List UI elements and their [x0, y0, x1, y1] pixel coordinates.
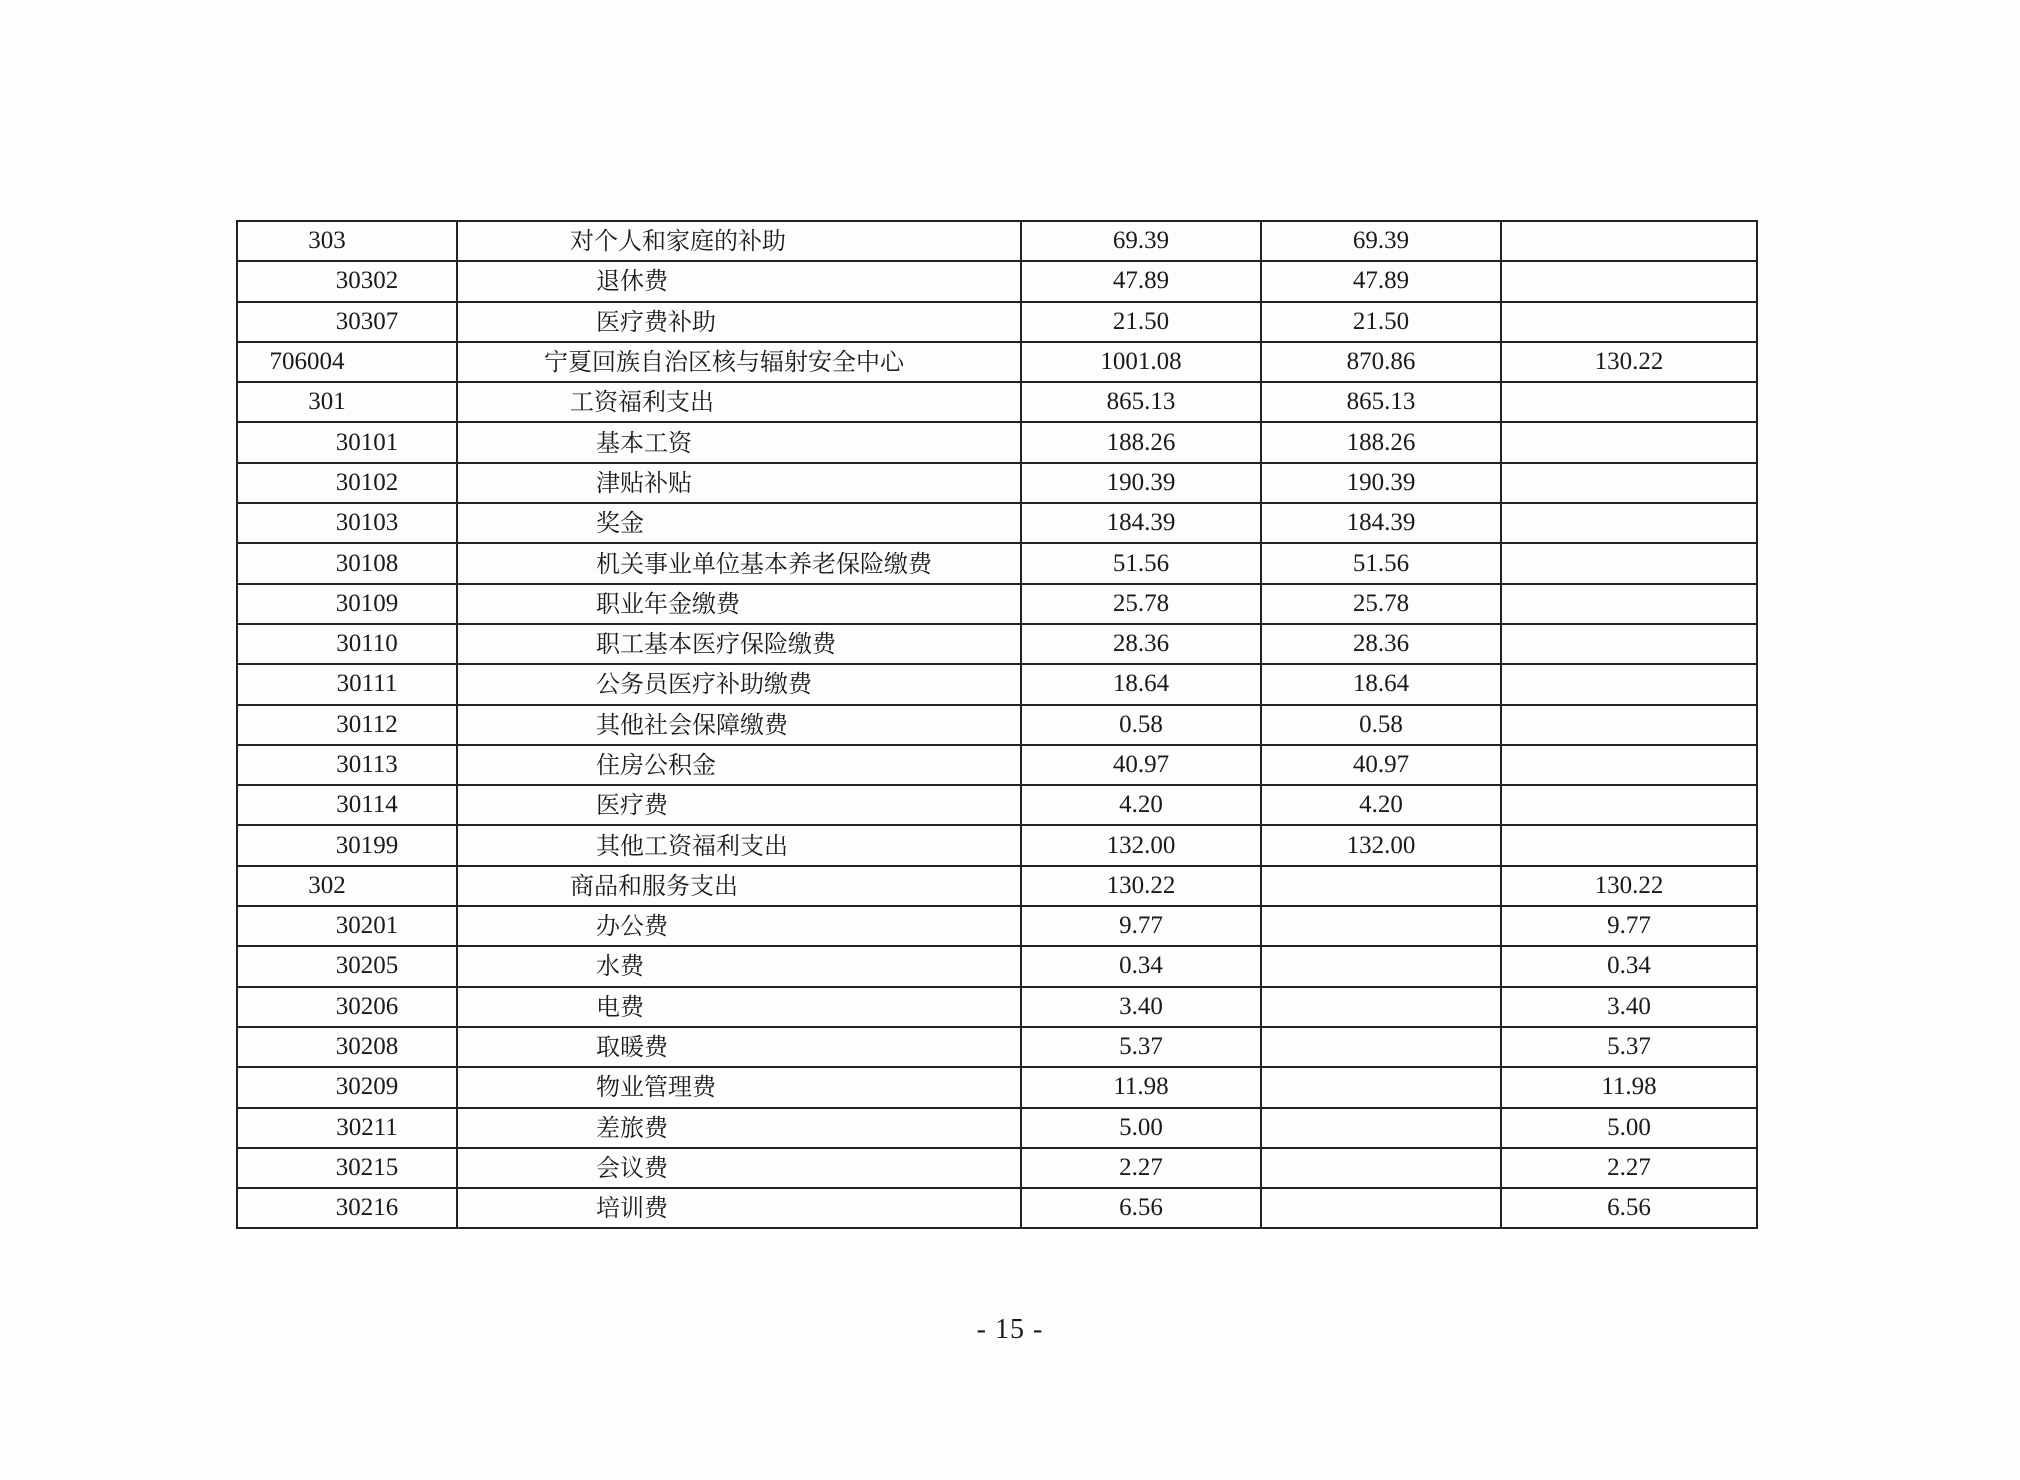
row-project-expenditure-cell — [1501, 705, 1757, 745]
row-project-expenditure-cell — [1501, 302, 1757, 342]
table-row — [237, 1027, 1757, 1067]
row-basic-expenditure-cell — [1261, 1188, 1501, 1228]
row-total-cell: 190.39 — [1021, 463, 1261, 503]
row-basic-expenditure-cell — [1261, 866, 1501, 906]
table-row — [237, 906, 1757, 946]
row-project-expenditure-cell — [1501, 825, 1757, 865]
row-basic-expenditure-cell: 47.89 — [1261, 261, 1501, 301]
row-project-expenditure-cell — [1501, 382, 1757, 422]
row-code-cell: 302 — [237, 866, 457, 906]
row-project-expenditure-cell — [1501, 584, 1757, 624]
row-project-expenditure-cell: 5.37 — [1501, 1027, 1757, 1067]
row-code-cell: 30112 — [237, 705, 457, 745]
row-code-cell: 30205 — [237, 946, 457, 986]
row-code-cell: 30114 — [237, 785, 457, 825]
row-project-expenditure-cell: 6.56 — [1501, 1188, 1757, 1228]
row-code-cell: 30209 — [237, 1067, 457, 1107]
row-name-cell: 培训费 — [457, 1188, 1021, 1228]
row-project-expenditure-cell — [1501, 664, 1757, 704]
row-total-cell: 0.58 — [1021, 705, 1261, 745]
row-name-cell: 奖金 — [457, 503, 1021, 543]
table-row — [237, 503, 1757, 543]
row-total-cell: 4.20 — [1021, 785, 1261, 825]
table-row — [237, 382, 1757, 422]
table-row — [237, 422, 1757, 462]
row-total-cell: 11.98 — [1021, 1067, 1261, 1107]
row-code-cell: 30201 — [237, 906, 457, 946]
row-project-expenditure-cell — [1501, 422, 1757, 462]
row-code-cell: 706004 — [237, 342, 457, 382]
row-project-expenditure-cell: 3.40 — [1501, 987, 1757, 1027]
row-code-cell: 30199 — [237, 825, 457, 865]
row-total-cell: 25.78 — [1021, 584, 1261, 624]
row-code-cell: 30111 — [237, 664, 457, 704]
table-row — [237, 664, 1757, 704]
table-row — [237, 624, 1757, 664]
row-name-cell: 医疗费 — [457, 785, 1021, 825]
row-name-cell: 其他社会保障缴费 — [457, 705, 1021, 745]
row-code-cell: 30208 — [237, 1027, 457, 1067]
row-basic-expenditure-cell: 0.58 — [1261, 705, 1501, 745]
page-number: - 15 - — [976, 1314, 1044, 1345]
row-basic-expenditure-cell — [1261, 1148, 1501, 1188]
row-name-cell: 工资福利支出 — [457, 382, 1021, 422]
table-row — [237, 1148, 1757, 1188]
row-project-expenditure-cell: 0.34 — [1501, 946, 1757, 986]
row-basic-expenditure-cell: 870.86 — [1261, 342, 1501, 382]
row-total-cell: 40.97 — [1021, 745, 1261, 785]
row-project-expenditure-cell — [1501, 785, 1757, 825]
row-project-expenditure-cell: 11.98 — [1501, 1067, 1757, 1107]
row-basic-expenditure-cell: 25.78 — [1261, 584, 1501, 624]
row-total-cell: 51.56 — [1021, 543, 1261, 583]
row-basic-expenditure-cell — [1261, 946, 1501, 986]
row-basic-expenditure-cell — [1261, 1108, 1501, 1148]
row-name-cell: 物业管理费 — [457, 1067, 1021, 1107]
row-basic-expenditure-cell: 40.97 — [1261, 745, 1501, 785]
row-project-expenditure-cell: 130.22 — [1501, 342, 1757, 382]
row-name-cell: 医疗费补助 — [457, 302, 1021, 342]
row-name-cell: 职工基本医疗保险缴费 — [457, 624, 1021, 664]
row-code-cell: 30113 — [237, 745, 457, 785]
row-basic-expenditure-cell: 21.50 — [1261, 302, 1501, 342]
table-row — [237, 946, 1757, 986]
table-row — [237, 584, 1757, 624]
row-code-cell: 30216 — [237, 1188, 457, 1228]
table-row — [237, 463, 1757, 503]
row-code-cell: 30307 — [237, 302, 457, 342]
row-total-cell: 130.22 — [1021, 866, 1261, 906]
row-basic-expenditure-cell — [1261, 1027, 1501, 1067]
row-name-cell: 机关事业单位基本养老保险缴费 — [457, 543, 1021, 583]
row-project-expenditure-cell: 9.77 — [1501, 906, 1757, 946]
table-row — [237, 785, 1757, 825]
row-name-cell: 宁夏回族自治区核与辐射安全中心 — [457, 342, 1021, 382]
row-project-expenditure-cell: 130.22 — [1501, 866, 1757, 906]
row-basic-expenditure-cell: 28.36 — [1261, 624, 1501, 664]
row-name-cell: 会议费 — [457, 1148, 1021, 1188]
row-basic-expenditure-cell: 51.56 — [1261, 543, 1501, 583]
row-total-cell: 3.40 — [1021, 987, 1261, 1027]
row-code-cell: 30109 — [237, 584, 457, 624]
row-name-cell: 职业年金缴费 — [457, 584, 1021, 624]
row-basic-expenditure-cell: 865.13 — [1261, 382, 1501, 422]
row-basic-expenditure-cell: 184.39 — [1261, 503, 1501, 543]
table-row — [237, 1067, 1757, 1107]
row-project-expenditure-cell — [1501, 624, 1757, 664]
row-code-cell: 30108 — [237, 543, 457, 583]
row-code-cell: 30101 — [237, 422, 457, 462]
row-name-cell: 退休费 — [457, 261, 1021, 301]
table-row — [237, 825, 1757, 865]
row-project-expenditure-cell: 5.00 — [1501, 1108, 1757, 1148]
row-total-cell: 184.39 — [1021, 503, 1261, 543]
row-name-cell: 电费 — [457, 987, 1021, 1027]
row-basic-expenditure-cell: 4.20 — [1261, 785, 1501, 825]
row-code-cell: 30302 — [237, 261, 457, 301]
row-code-cell: 30215 — [237, 1148, 457, 1188]
row-code-cell: 301 — [237, 382, 457, 422]
table-body — [237, 221, 1757, 1228]
row-name-cell: 取暖费 — [457, 1027, 1021, 1067]
row-project-expenditure-cell: 2.27 — [1501, 1148, 1757, 1188]
row-total-cell: 6.56 — [1021, 1188, 1261, 1228]
row-basic-expenditure-cell — [1261, 906, 1501, 946]
row-basic-expenditure-cell: 132.00 — [1261, 825, 1501, 865]
row-name-cell: 水费 — [457, 946, 1021, 986]
table-row — [237, 302, 1757, 342]
row-total-cell: 21.50 — [1021, 302, 1261, 342]
row-basic-expenditure-cell: 69.39 — [1261, 221, 1501, 261]
row-code-cell: 303 — [237, 221, 457, 261]
row-total-cell: 865.13 — [1021, 382, 1261, 422]
table-row — [237, 866, 1757, 906]
row-name-cell: 津贴补贴 — [457, 463, 1021, 503]
table-row — [237, 1108, 1757, 1148]
row-code-cell: 30206 — [237, 987, 457, 1027]
row-total-cell: 5.00 — [1021, 1108, 1261, 1148]
row-name-cell: 公务员医疗补助缴费 — [457, 664, 1021, 704]
row-code-cell: 30211 — [237, 1108, 457, 1148]
table-row — [237, 221, 1757, 261]
row-project-expenditure-cell — [1501, 543, 1757, 583]
row-total-cell: 69.39 — [1021, 221, 1261, 261]
row-total-cell: 47.89 — [1021, 261, 1261, 301]
table-row — [237, 745, 1757, 785]
table-row — [237, 705, 1757, 745]
row-project-expenditure-cell — [1501, 745, 1757, 785]
row-total-cell: 1001.08 — [1021, 342, 1261, 382]
table-row — [237, 1188, 1757, 1228]
table-row — [237, 342, 1757, 382]
row-basic-expenditure-cell: 18.64 — [1261, 664, 1501, 704]
row-name-cell: 住房公积金 — [457, 745, 1021, 785]
row-name-cell: 差旅费 — [457, 1108, 1021, 1148]
table-row — [237, 261, 1757, 301]
row-name-cell: 商品和服务支出 — [457, 866, 1021, 906]
table-row — [237, 987, 1757, 1027]
row-project-expenditure-cell — [1501, 503, 1757, 543]
table-row — [237, 543, 1757, 583]
row-name-cell: 对个人和家庭的补助 — [457, 221, 1021, 261]
row-name-cell: 基本工资 — [457, 422, 1021, 462]
row-total-cell: 9.77 — [1021, 906, 1261, 946]
row-project-expenditure-cell — [1501, 261, 1757, 301]
row-total-cell: 5.37 — [1021, 1027, 1261, 1067]
row-basic-expenditure-cell: 190.39 — [1261, 463, 1501, 503]
row-code-cell: 30102 — [237, 463, 457, 503]
row-total-cell: 2.27 — [1021, 1148, 1261, 1188]
row-total-cell: 188.26 — [1021, 422, 1261, 462]
row-project-expenditure-cell — [1501, 463, 1757, 503]
row-project-expenditure-cell — [1501, 221, 1757, 261]
row-basic-expenditure-cell — [1261, 1067, 1501, 1107]
row-name-cell: 其他工资福利支出 — [457, 825, 1021, 865]
row-name-cell: 办公费 — [457, 906, 1021, 946]
row-code-cell: 30103 — [237, 503, 457, 543]
row-basic-expenditure-cell — [1261, 987, 1501, 1027]
row-total-cell: 0.34 — [1021, 946, 1261, 986]
budget-expenditure-table — [236, 220, 1758, 1229]
row-total-cell: 132.00 — [1021, 825, 1261, 865]
row-code-cell: 30110 — [237, 624, 457, 664]
row-total-cell: 28.36 — [1021, 624, 1261, 664]
row-total-cell: 18.64 — [1021, 664, 1261, 704]
row-basic-expenditure-cell: 188.26 — [1261, 422, 1501, 462]
